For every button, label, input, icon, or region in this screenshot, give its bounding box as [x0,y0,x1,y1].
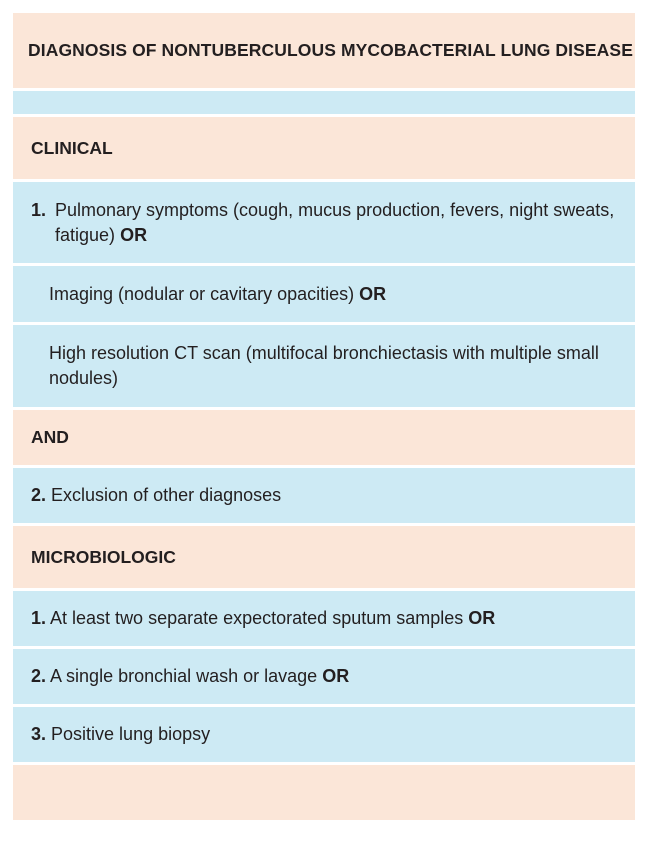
item-number: 3. [31,724,47,744]
item-number: 2. [31,485,47,505]
micro-item-1-row [13,591,635,646]
and-label: AND [31,427,69,447]
clinical-imaging [13,282,400,307]
item-text: Imaging (nodular or cavitary opacities) [49,283,355,304]
table-title: DIAGNOSIS OF NONTUBERCULOUS MYCOBACTERIAL LUNG DISEASE [28,40,633,60]
micro-item-1 [13,606,509,631]
microbiologic-heading-row [13,526,635,588]
clinical-item-2-row [13,468,635,523]
item-text: Positive lung biopsy [51,724,211,744]
item-number: 1. [31,199,47,220]
micro-item-3 [13,722,224,747]
micro-item-2-row [13,649,635,704]
item-text: At least two separate expectorated sputum samples [50,608,464,628]
item-number: 1. [31,608,47,628]
micro-item-2 [13,664,363,689]
clinical-item-1-row [13,182,635,263]
or-connector: OR [359,283,387,304]
item-number: 2. [31,666,47,686]
item-text: Pulmonary symptoms (cough, mucus production, fevers, night sweats, fatigue) [55,199,615,245]
and-row [13,410,635,465]
footer-spacer-row [13,765,635,820]
spacer-row [13,91,635,114]
or-connector: OR [322,666,350,686]
clinical-heading-row [13,117,635,179]
table-title-row [13,13,635,88]
clinical-item-1 [13,198,635,248]
microbiologic-heading: MICROBIOLOGIC [31,546,176,567]
item-text: Exclusion of other diagnoses [51,485,282,505]
or-connector: OR [120,224,148,245]
clinical-heading: CLINICAL [31,137,113,158]
diagnosis-table [13,13,635,823]
clinical-ct-row [13,325,635,407]
item-text: High resolution CT scan (multifocal bronchiectasis with multiple small nodules) [49,343,599,388]
clinical-ct [13,341,635,391]
clinical-item-2 [13,483,295,508]
clinical-imaging-row [13,266,635,322]
or-connector: OR [468,608,496,628]
micro-item-3-row [13,707,635,762]
item-text: A single bronchial wash or lavage [50,666,318,686]
